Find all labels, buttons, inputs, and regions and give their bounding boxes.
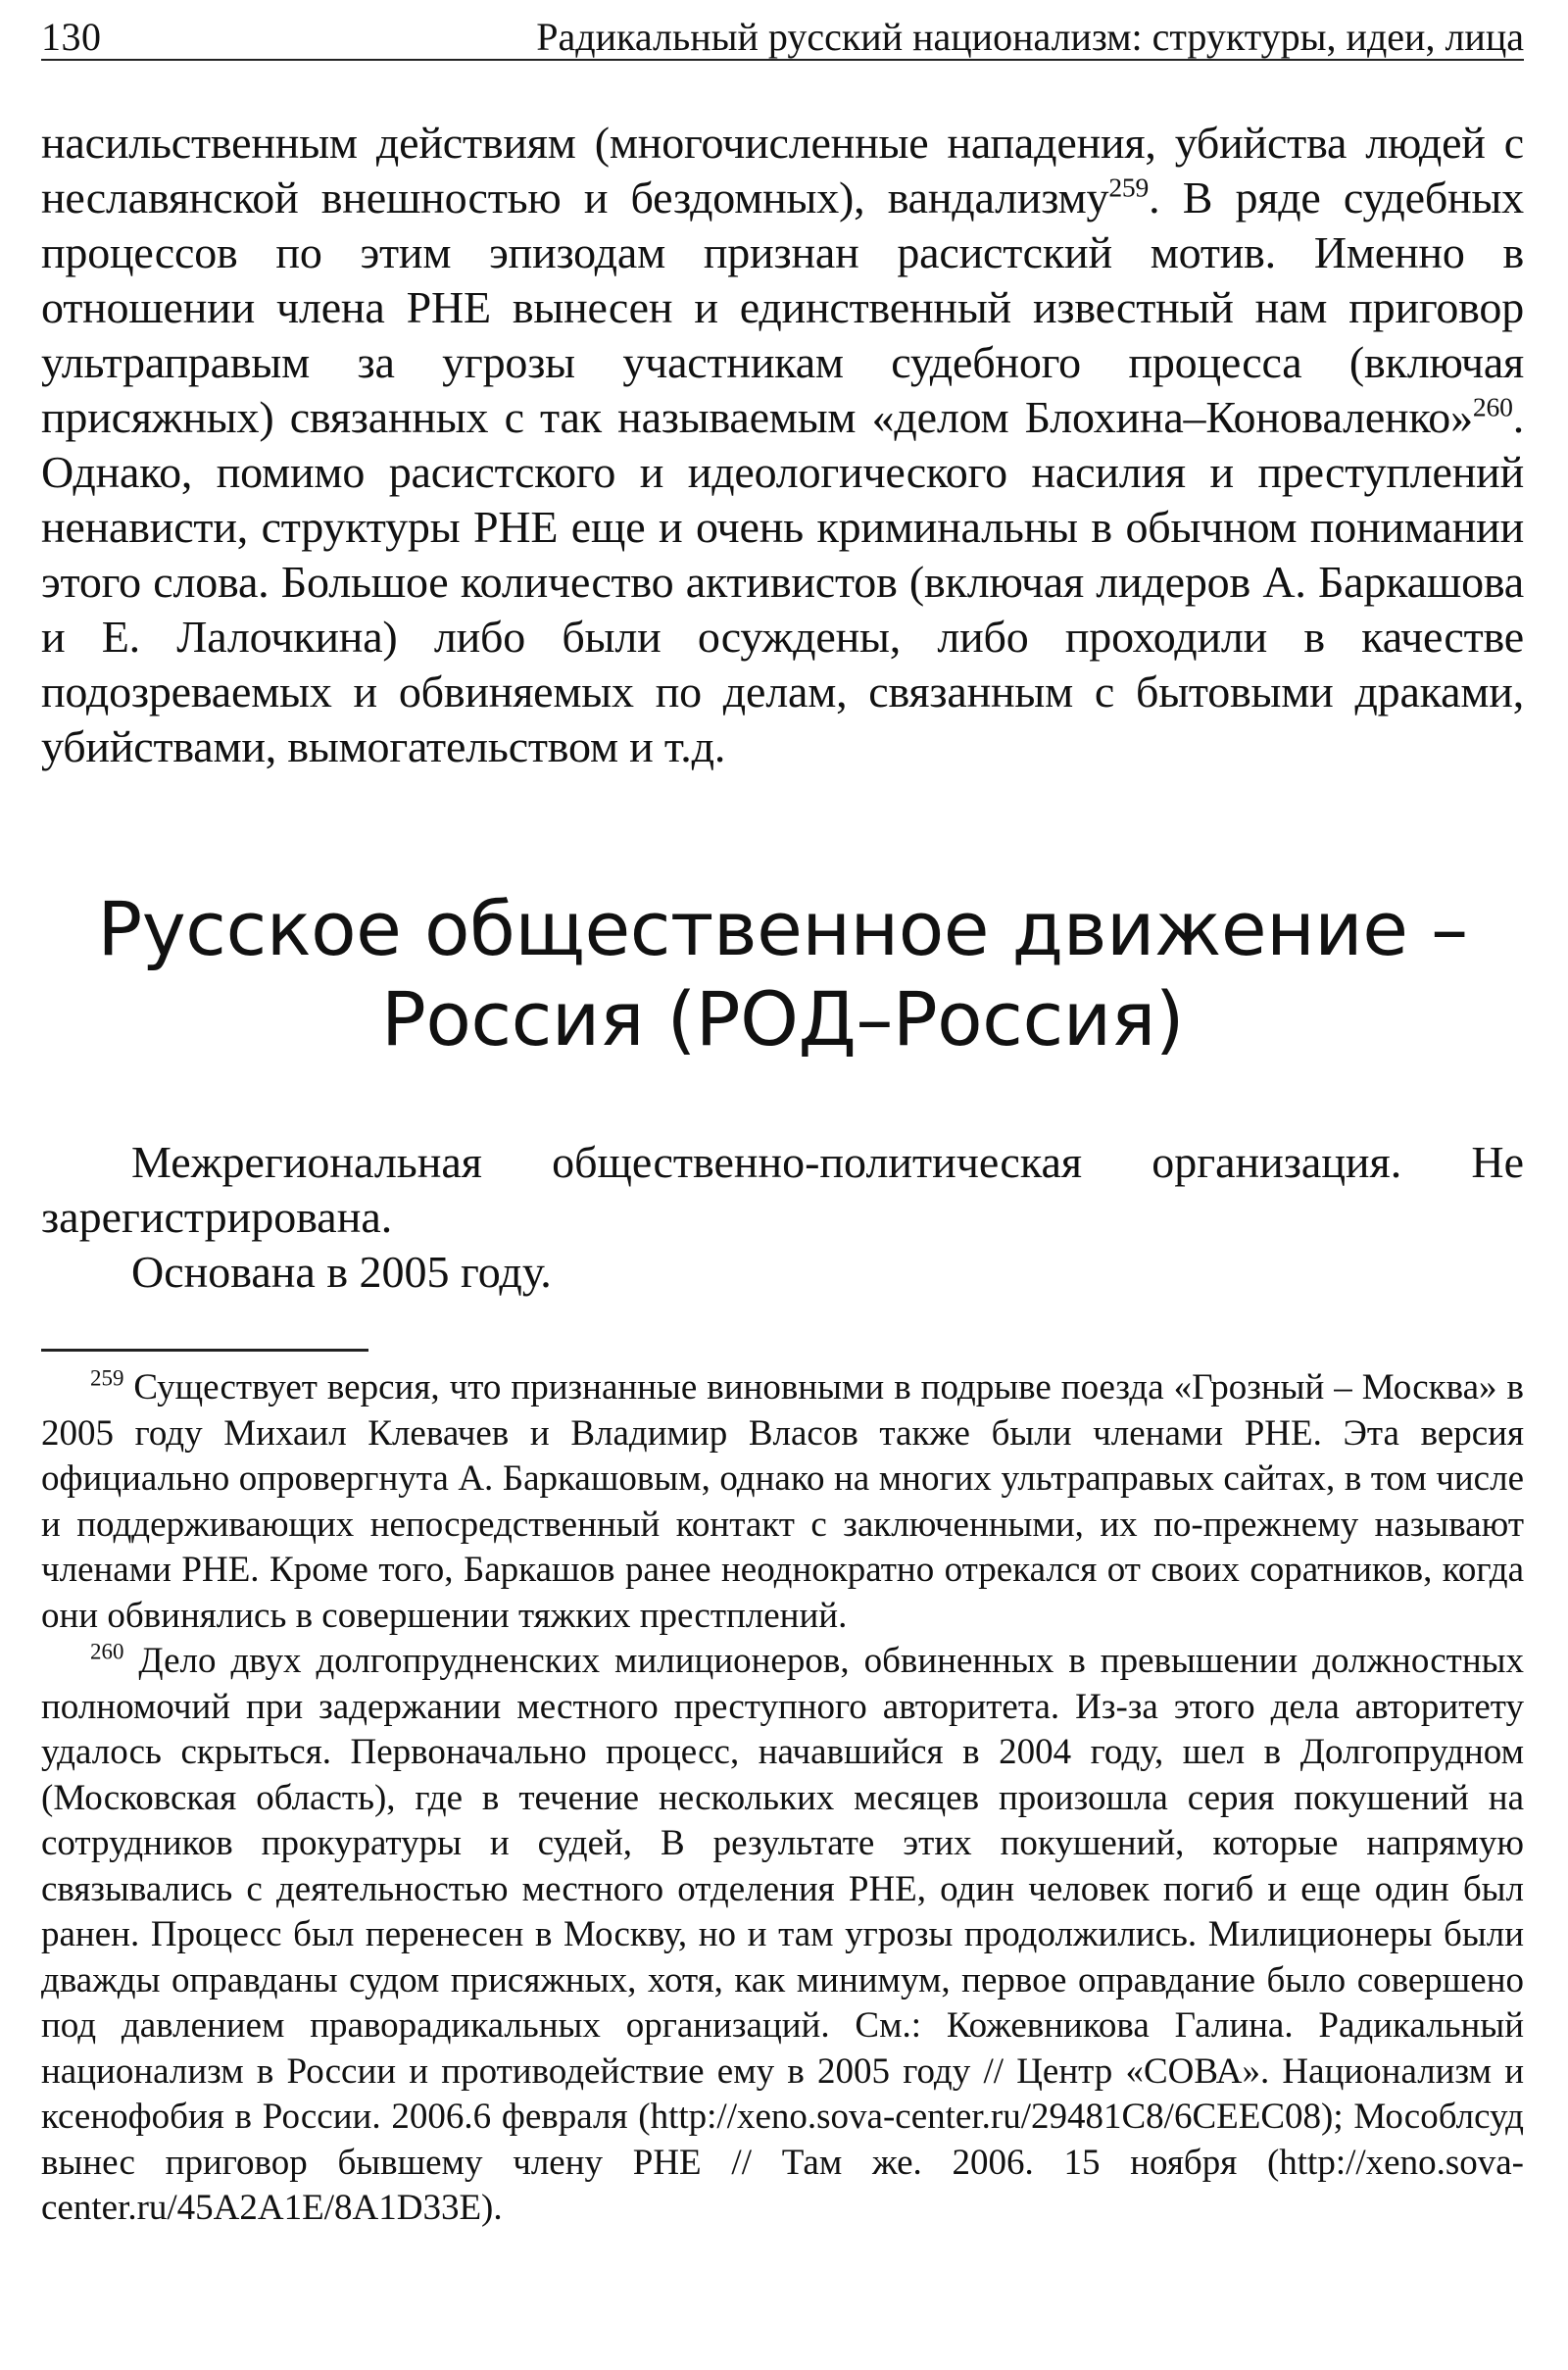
main-text bbox=[41, 116, 1524, 774]
footnote-ref-259[interactable]: 259 bbox=[1108, 172, 1150, 203]
text-run: . В ряде судебных процессов по этим эпизодам признан расистский мотив. Именно в отношении члена РНЕ вынесен и единственный известный нам приговор ультраправым за угрозы участникам судебного процесса (включая присяжных) связанных с так называемым «делом Блохина–Коноваленко» bbox=[41, 173, 1524, 442]
footnote-ref-260[interactable]: 260 bbox=[1472, 391, 1513, 422]
paragraph bbox=[41, 116, 1524, 774]
footnote-number: 260 bbox=[90, 1639, 124, 1664]
footnote-text: Дело двух долгопрудненских милиционеров, обвиненных в превышении должностных полномочий при задержании местного преступного авторитета. Из-за этого дела авторитету удалось скрыться. Первоначально процесс, начавшийся в 2004 году, шел в Долгопрудном (Московская область), где в течение нескольких месяцев произошла серия покушений на сотрудников прокуратуры и судей, В результате этих покушений, которые напрямую связывались с деятельностью местного отделения РНЕ, один человек погиб и еще один был ранен. Процесс был перенесен в Москву, но и там угрозы продолжились. Милиционеры были дважды оправданы судом присяжных, хотя, как минимум, первое оправдание было совершено под давлением праворадикальных организаций. См.: Кожевникова Галина. Радикальный национализм в России и противодействие ему в 2005 году // Центр «СОВА». Национализм и ксенофобия в России. 2006.6 февраля (http://xeno.sova-center.ru/29481C8/6CEEC08); Мособлсуд вынес приговор бывшему члену РНЕ // Там же. 2006. 15 ноября (http://xeno.sova-center.ru/45A2A1E/8A1D33E). bbox=[41, 1641, 1524, 2228]
footnote-divider bbox=[41, 1349, 368, 1352]
running-header bbox=[41, 0, 1524, 61]
section-intro bbox=[41, 1135, 1524, 1300]
section-heading-line-2: Россия (РОД–Россия) bbox=[380, 975, 1184, 1062]
intro-paragraph: Межрегиональная общественно-политическая организация. Не зарегистрирована. bbox=[41, 1137, 1524, 1242]
text-run: . Однако, помимо расистского и идеологического насилия и преступлений ненависти, структуры РНЕ еще и очень криминальны в обычном понимании этого слова. Большое количество активистов (включая лидеров А. Баркашова и Е. Лалочкина) либо были осуждены, либо проходили в качестве подозреваемых и обвиняемых по делам, связанным с бытовыми драками, убийствами, вымогательством и т.д. bbox=[41, 392, 1524, 771]
footnote-number: 259 bbox=[90, 1365, 124, 1391]
section-heading bbox=[41, 884, 1524, 1064]
footnotes bbox=[41, 1365, 1524, 2232]
intro-paragraph: Основана в 2005 году. bbox=[131, 1247, 552, 1297]
text-run: насильственным действиям (многочисленные нападения, убийства людей с неславянской внешностью и бездомных), вандализму bbox=[41, 118, 1524, 222]
footnote-259 bbox=[41, 1365, 1524, 1639]
section-heading-line-1: Русское общественное движение – bbox=[97, 885, 1468, 972]
page-number: 130 bbox=[41, 15, 102, 59]
running-title: Радикальный русский национализм: структуры, идеи, лица bbox=[536, 15, 1524, 59]
footnote-text: Существует версия, что признанные виновными в подрыве поезда «Грозный – Москва» в 2005 году Михаил Клевачев и Владимир Власов также были членами РНЕ. Эта версия официально опровергнута А. Баркашовым, однако на многих ультраправых сайтах, в том числе и поддерживающих непосредственный контакт с заключенными, их по-прежнему называют членами РНЕ. Кроме того, Баркашов ранее неоднократно отрекался от своих соратников, когда они обвинялись в совершении тяжких престплений. bbox=[41, 1367, 1524, 1636]
footnote-260 bbox=[41, 1639, 1524, 2232]
